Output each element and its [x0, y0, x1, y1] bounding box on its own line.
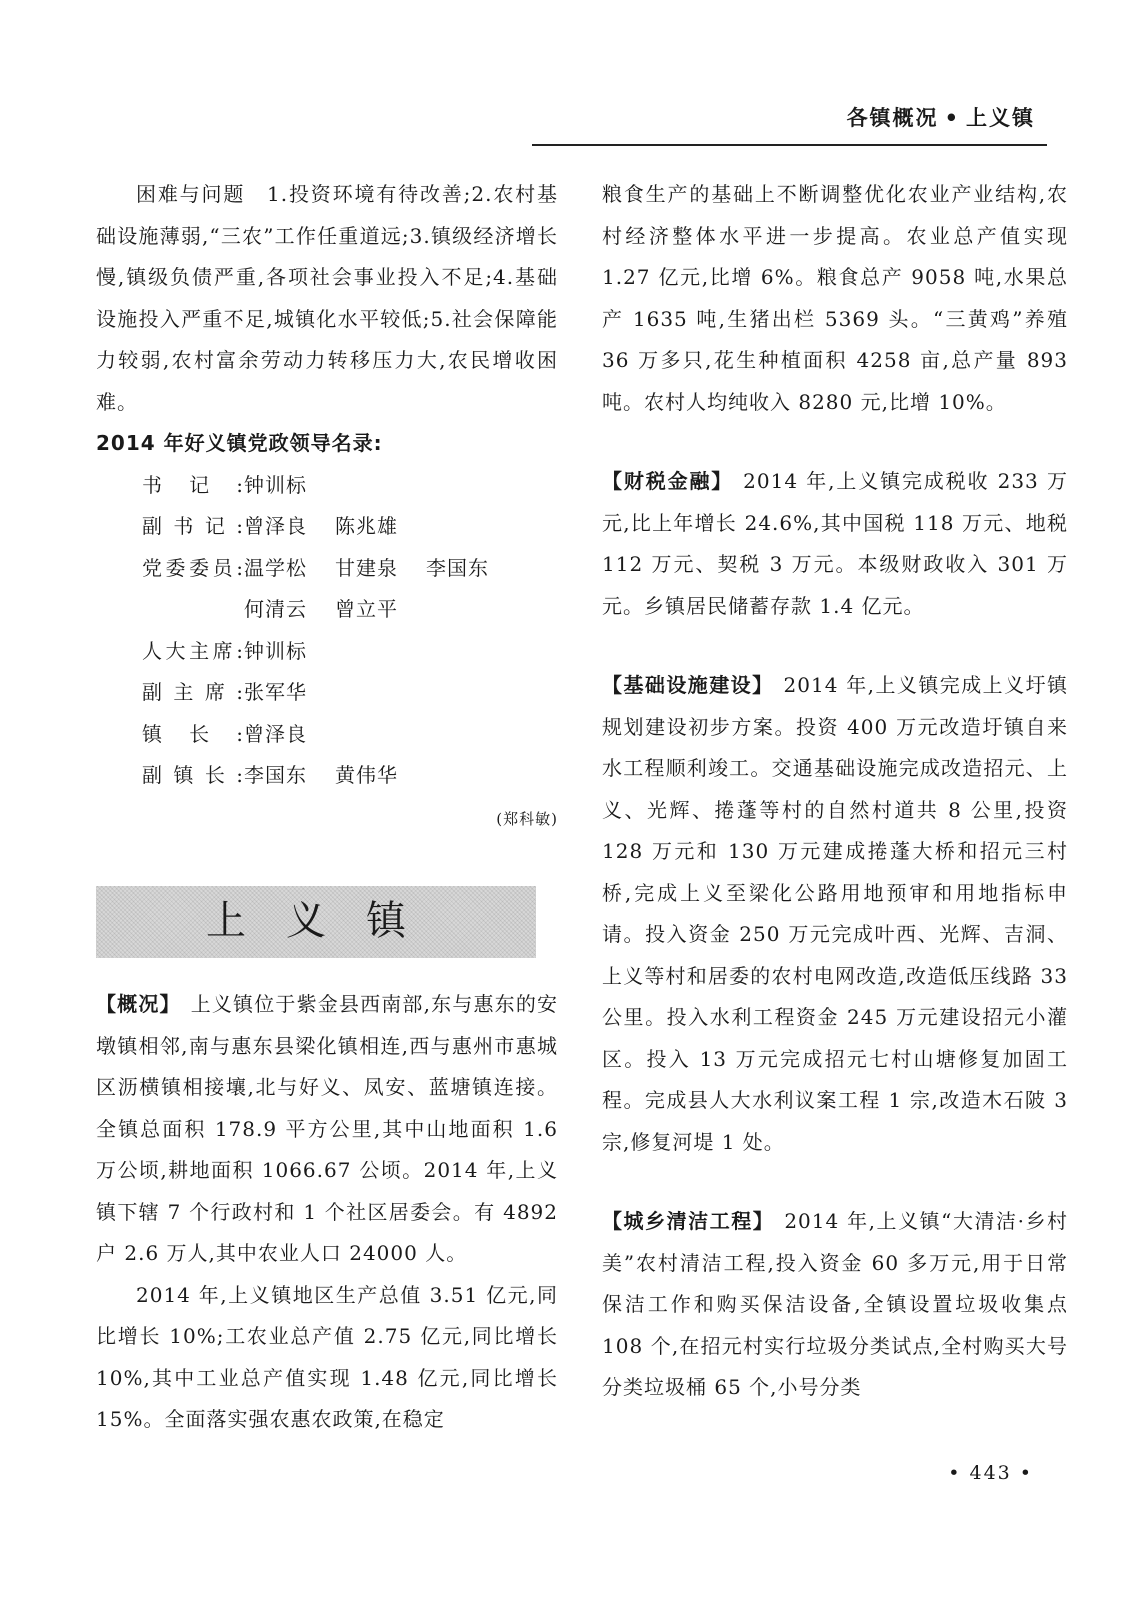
running-header: [847, 102, 1035, 132]
cleaning-text: 2014 年,上义镇“大清洁·乡村美”农村清洁工程,投入资金 60 多万元,用于日常保洁工作和购买保洁设备,全镇设置垃圾收集点 108 个,在招元村实行垃圾分类试点,全村购买大号分类垃圾桶 65 个,小号分类: [602, 1209, 1069, 1399]
roster-names: [244, 714, 335, 756]
roster-name: 钟训标: [244, 472, 307, 497]
roster-names: [244, 548, 517, 590]
infrastructure-paragraph: [602, 665, 1068, 1163]
roster-role: 副镇长:: [142, 763, 244, 787]
header-town: 上义镇: [966, 106, 1035, 130]
roster-row: [96, 506, 558, 548]
roster-names: [244, 672, 335, 714]
roster-name: 黄伟华: [335, 763, 398, 787]
roster-role: 镇长:: [142, 721, 244, 746]
author-credit: (郑科敏): [496, 809, 558, 828]
roster-role: 党委委员:: [142, 555, 244, 580]
roster-name: 曾泽良: [244, 514, 307, 538]
roster-name: 李国东: [426, 555, 489, 580]
roster-names: [244, 465, 335, 507]
finance-paragraph: [602, 461, 1068, 627]
header-separator: •: [944, 106, 960, 130]
cleaning-label: 【城乡清洁工程】: [602, 1209, 775, 1233]
roster-name: 陈兆雄: [335, 514, 398, 538]
left-column: [96, 174, 558, 1441]
economy-paragraph: 2014 年,上义镇地区生产总值 3.51 亿元,同比增长 10%;工农业总产值 2.75 亿元,同比增长 10%,其中工业总产值实现 1.48 亿元,同比增长 15%。全面落实强农惠农政策,在稳定: [96, 1282, 558, 1431]
section-title-banner: 上义镇: [96, 886, 536, 958]
section-gap: [602, 423, 1068, 461]
problems-paragraph: [96, 174, 558, 423]
finance-text: 2014 年,上义镇完成税收 233 万元,比上年增长 24.6%,其中国税 118 万元、地税 112 万元、契税 3 万元。本级财政收入 301 万元。乡镇居民储蓄存款 1.4 亿元。: [602, 469, 1068, 618]
roster-row-continued: [96, 589, 558, 631]
roster-row: [96, 631, 558, 673]
section-gap: [602, 627, 1068, 665]
economy-continued-paragraph: 粮食生产的基础上不断调整优化农业产业结构,农村经济整体水平进一步提高。农业总产值实现 1.27 亿元,比增 6%。粮食总产 9058 吨,水果总产 1635 吨,生猪出栏 5369 头。“三黄鸡”养殖 36 万多只,花生种植面积 4258 亩,总产量 893 吨。农村人均纯收入 8280 元,比增 10%。: [602, 182, 1068, 414]
overview-text: 上义镇位于紫金县西南部,东与惠东的安墩镇相邻,南与惠东县梁化镇相连,西与惠州市惠城区沥横镇相接壤,北与好义、凤安、蓝塘镇连接。全镇总面积 178.9 平方公里,其中山地面积 1.6 万公顷,耕地面积 1066.67 公顷。2014 年,上义镇下辖 7 个行政村和 1 个社区居委会。有 4892 户 2.6 万人,其中农业人口 24000 人。: [96, 992, 559, 1265]
roster-row: [96, 672, 558, 714]
roster-names: [244, 755, 426, 797]
finance-label: 【财税金融】: [602, 469, 734, 493]
page-number: • 443 •: [948, 1462, 1033, 1484]
roster-row: [96, 548, 558, 590]
roster-name: 曾立平: [335, 597, 398, 621]
roster-role: 书记:: [142, 472, 244, 497]
right-column: [602, 174, 1068, 1409]
problems-text: 1.投资环境有待改善;2.农村基础设施薄弱,“三农”工作任重道远;3.镇级经济增长慢,镇级负债严重,各项社会事业投入不足;4.基础设施投入严重不足,城镇化水平较低;5.社会保障能力较弱,农村富余劳动力转移压力大,农民增收困难。: [96, 182, 559, 414]
roster-role: 人大主席:: [142, 638, 244, 663]
roster-name: 曾泽良: [244, 721, 307, 746]
roster-names: [244, 506, 426, 548]
roster-name: 温学松: [244, 555, 307, 580]
roster-name: 李国东: [244, 763, 307, 787]
roster-row: [96, 714, 558, 756]
overview-paragraph: [96, 984, 558, 1275]
roster-title: 2014 年好义镇党政领导名录:: [96, 431, 383, 455]
problems-label: 困难与问题: [136, 182, 246, 206]
section-gap: [602, 1163, 1068, 1201]
header-section: 各镇概况: [846, 106, 939, 130]
header-rule: [532, 144, 1047, 146]
infrastructure-text: 2014 年,上义镇完成上义圩镇规划建设初步方案。投资 400 万元改造圩镇自来水工程顺利竣工。交通基础设施完成改造招元、上义、光辉、捲蓬等村的自然村道共 8 公里,投资 128 万元和 130 万元建成捲蓬大桥和招元三村桥,完成上义至梁化公路用地预审和用地指标申请。投入资金 250 万元完成叶西、光辉、吉洞、上义等村和居委的农村电网改造,改造低压线路 33 公里。投入水利工程资金 245 万元建设招元小灌区。投入 13 万元完成招元七村山塘修复加固工程。完成县人大水利议案工程 1 宗,改造木石陂 3 宗,修复河堤 1 处。: [602, 673, 1068, 1154]
roster-name: 甘建泉: [335, 555, 398, 580]
roster-name: 钟训标: [244, 638, 307, 663]
roster-role: 副主席:: [142, 680, 244, 704]
cleaning-paragraph: [602, 1201, 1068, 1409]
roster-name: 张军华: [244, 680, 307, 704]
roster-names: [244, 631, 335, 673]
overview-label: 【概况】: [96, 992, 181, 1016]
roster-role: 副书记:: [142, 514, 244, 538]
roster-name: 何清云: [244, 597, 307, 621]
infrastructure-label: 【基础设施建设】: [602, 673, 774, 697]
roster-row: [96, 465, 558, 507]
roster-row: [96, 755, 558, 797]
